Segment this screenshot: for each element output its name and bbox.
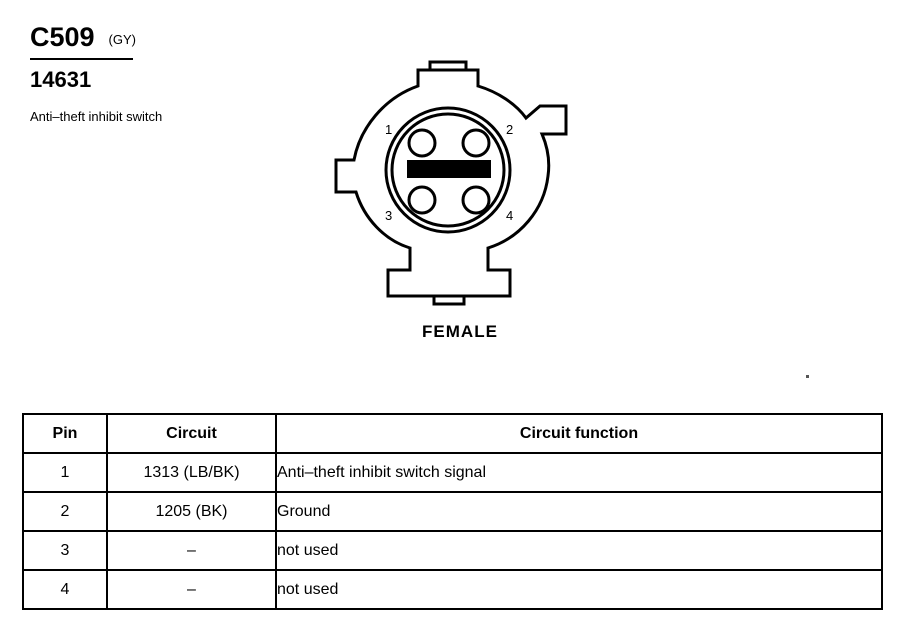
- cell-function: not used: [276, 570, 882, 609]
- table-header-row: [23, 414, 882, 453]
- connector-header: [30, 22, 260, 126]
- cell-function: Anti–theft inhibit switch signal: [276, 453, 882, 492]
- cell-function: not used: [276, 531, 882, 570]
- header-divider: [30, 58, 133, 60]
- column-header-circuit: Circuit: [107, 414, 276, 453]
- table-row: [23, 531, 882, 570]
- pin-table: [22, 413, 883, 610]
- connector-face-female-icon: [330, 48, 590, 308]
- column-header-circuit-function: Circuit function: [276, 414, 882, 453]
- column-header-pin: Pin: [23, 414, 107, 453]
- component-name: Anti–theft inhibit switch: [30, 109, 163, 124]
- pin-number-3: 3: [385, 208, 393, 223]
- scan-speck: [806, 375, 809, 378]
- connector-color-code: (GY): [108, 32, 136, 47]
- table-row: [23, 453, 882, 492]
- connector-id: C509: [30, 22, 95, 52]
- pin-number-1: 1: [385, 122, 393, 137]
- cell-circuit: 1205 (BK): [107, 492, 276, 531]
- cell-pin: 2: [23, 492, 107, 531]
- connector-view-label: FEMALE: [422, 322, 498, 341]
- cell-pin: 1: [23, 453, 107, 492]
- cell-pin: 3: [23, 531, 107, 570]
- part-number: 14631: [30, 67, 92, 92]
- table-row: [23, 570, 882, 609]
- cell-function: Ground: [276, 492, 882, 531]
- connector-id-row: [30, 22, 260, 53]
- pin-number-2: 2: [506, 122, 514, 137]
- cell-circuit: 1313 (LB/BK): [107, 453, 276, 492]
- pin-number-4: 4: [506, 208, 514, 223]
- cell-circuit: –: [107, 570, 276, 609]
- cell-circuit: –: [107, 531, 276, 570]
- table-row: [23, 492, 882, 531]
- cell-pin: 4: [23, 570, 107, 609]
